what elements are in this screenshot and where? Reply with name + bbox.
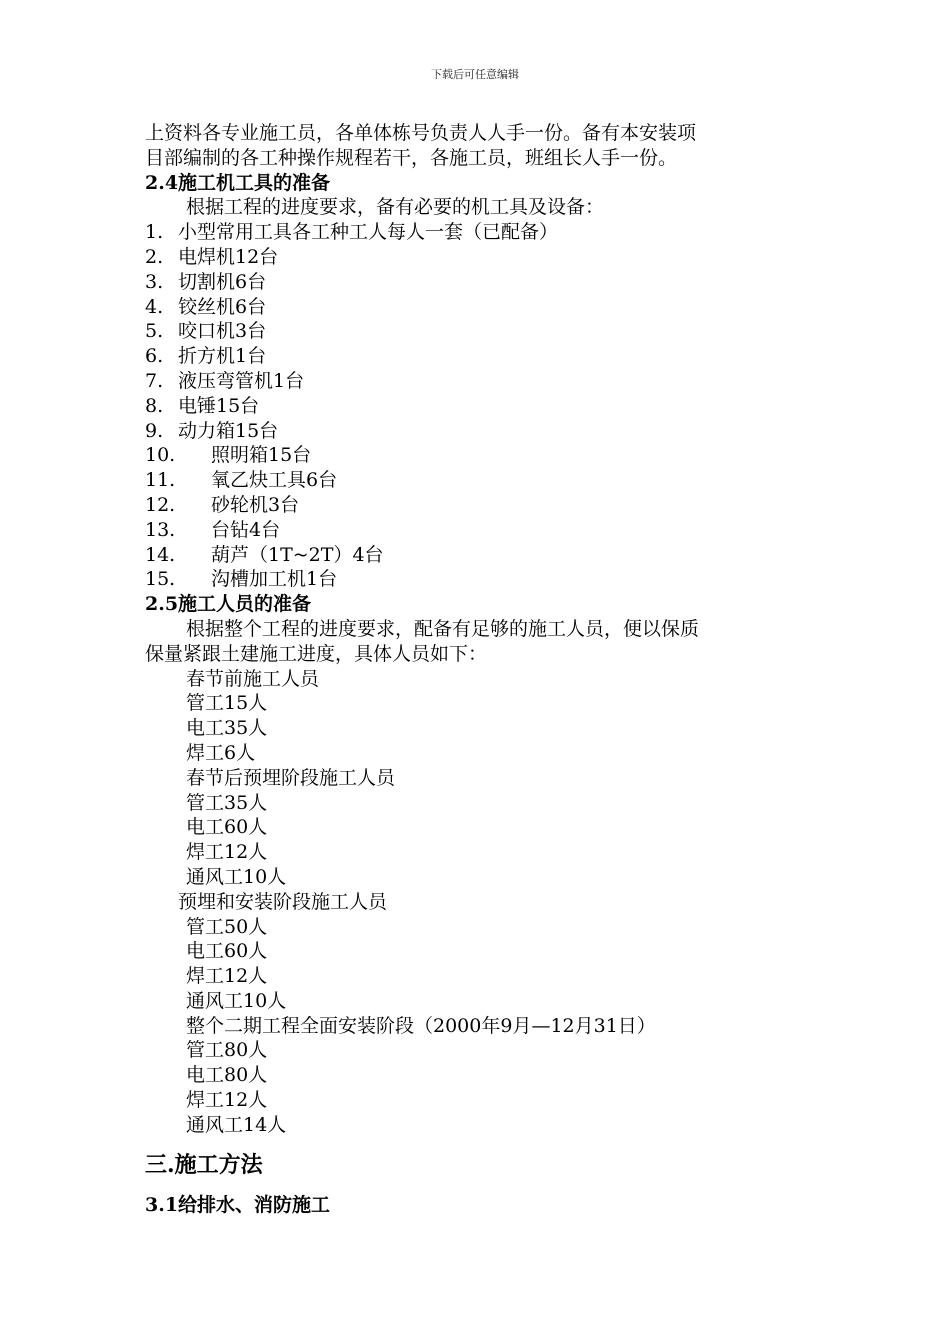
list-text: 葫芦（1T~2T）4台 [211, 543, 384, 566]
list-item [145, 493, 815, 518]
staff-row: 管工50人 [186, 915, 268, 938]
intro-line-2: 目部编制的各工种操作规程若干，各施工员，班组长人手一份。 [145, 146, 678, 169]
list-text: 小型常用工具各工种工人每人一套（已配备） [178, 221, 559, 244]
list-text: 沟槽加工机1台 [211, 568, 338, 591]
list-item [145, 443, 815, 468]
list-item [145, 344, 815, 369]
staff-row: 电工60人 [186, 940, 268, 963]
list-text: 铰丝机6台 [178, 295, 267, 318]
section-2-5-title: 2.5施工人员的准备 [145, 593, 312, 616]
staff-row: 焊工12人 [186, 965, 268, 988]
list-item [145, 567, 815, 592]
list-number: 11. [145, 469, 176, 492]
staff-group-title: 预埋和安装阶段施工人员 [178, 890, 388, 913]
section-2-5-lead-2: 保量紧跟土建施工进度，具体人员如下： [145, 642, 488, 665]
list-number: 2. [145, 245, 164, 268]
staff-row: 通风工10人 [186, 865, 287, 888]
list-item [145, 369, 815, 394]
staff-row: 焊工6人 [186, 741, 256, 764]
list-text: 台钻4台 [211, 518, 281, 541]
staff-row: 焊工12人 [186, 841, 268, 864]
staff-row: 焊工12人 [186, 1089, 268, 1112]
list-text: 液压弯管机1台 [178, 369, 305, 392]
staff-group-title: 整个二期工程全面安装阶段（2000年9月—12月31日） [186, 1014, 656, 1037]
list-number: 5. [145, 320, 164, 343]
list-text: 切割机6台 [178, 270, 267, 293]
staff-group-title: 春节后预埋阶段施工人员 [186, 766, 396, 789]
list-number: 14. [145, 543, 176, 566]
list-number: 15. [145, 568, 176, 591]
list-item [145, 543, 815, 568]
list-number: 3. [145, 270, 164, 293]
list-number: 12. [145, 493, 176, 516]
document-body [145, 121, 815, 1220]
section-3-title: 三.施工方法 [145, 1151, 263, 1178]
staff-row: 管工15人 [186, 692, 268, 715]
section-2-4-lead: 根据工程的进度要求，备有必要的机工具及设备： [186, 196, 605, 219]
staff-row: 通风工10人 [186, 989, 287, 1012]
page-header: 下载后可任意编辑 [431, 68, 519, 81]
list-text: 砂轮机3台 [211, 493, 300, 516]
list-item [145, 468, 815, 493]
list-item [145, 295, 815, 320]
list-number: 9. [145, 419, 164, 442]
list-item [145, 220, 815, 245]
staff-row: 通风工14人 [186, 1113, 287, 1136]
equipment-list [145, 220, 815, 592]
list-item [145, 245, 815, 270]
list-number: 6. [145, 345, 164, 368]
list-text: 照明箱15台 [211, 444, 312, 467]
list-text: 电焊机12台 [178, 245, 279, 268]
staff-row: 管工80人 [186, 1039, 268, 1062]
section-2-4-title: 2.4施工机工具的准备 [145, 171, 331, 194]
list-number: 1. [145, 221, 164, 244]
list-item [145, 419, 815, 444]
list-text: 氧乙炔工具6台 [211, 469, 338, 492]
list-text: 折方机1台 [178, 345, 267, 368]
list-text: 咬口机3台 [178, 320, 267, 343]
list-item [145, 518, 815, 543]
list-text: 电锤15台 [178, 394, 260, 417]
list-number: 4. [145, 295, 164, 318]
staff-group-title: 春节前施工人员 [186, 667, 320, 690]
list-text: 动力箱15台 [178, 419, 279, 442]
section-3-1-title: 3.1给排水、消防施工 [145, 1193, 331, 1216]
list-number: 7. [145, 369, 164, 392]
list-item [145, 270, 815, 295]
intro-line-1: 上资料各专业施工员，各单体栋号负责人人手一份。备有本安装项 [145, 122, 697, 144]
list-number: 10. [145, 444, 176, 467]
staff-row: 管工35人 [186, 791, 268, 814]
section-2-5-lead-1: 根据整个工程的进度要求，配备有足够的施工人员，便以保质 [186, 617, 700, 640]
list-number: 13. [145, 518, 176, 541]
staff-row: 电工80人 [186, 1064, 268, 1087]
list-item [145, 394, 815, 419]
list-number: 8. [145, 394, 164, 417]
staff-row: 电工60人 [186, 816, 268, 839]
list-item [145, 319, 815, 344]
staff-row: 电工35人 [186, 717, 268, 740]
